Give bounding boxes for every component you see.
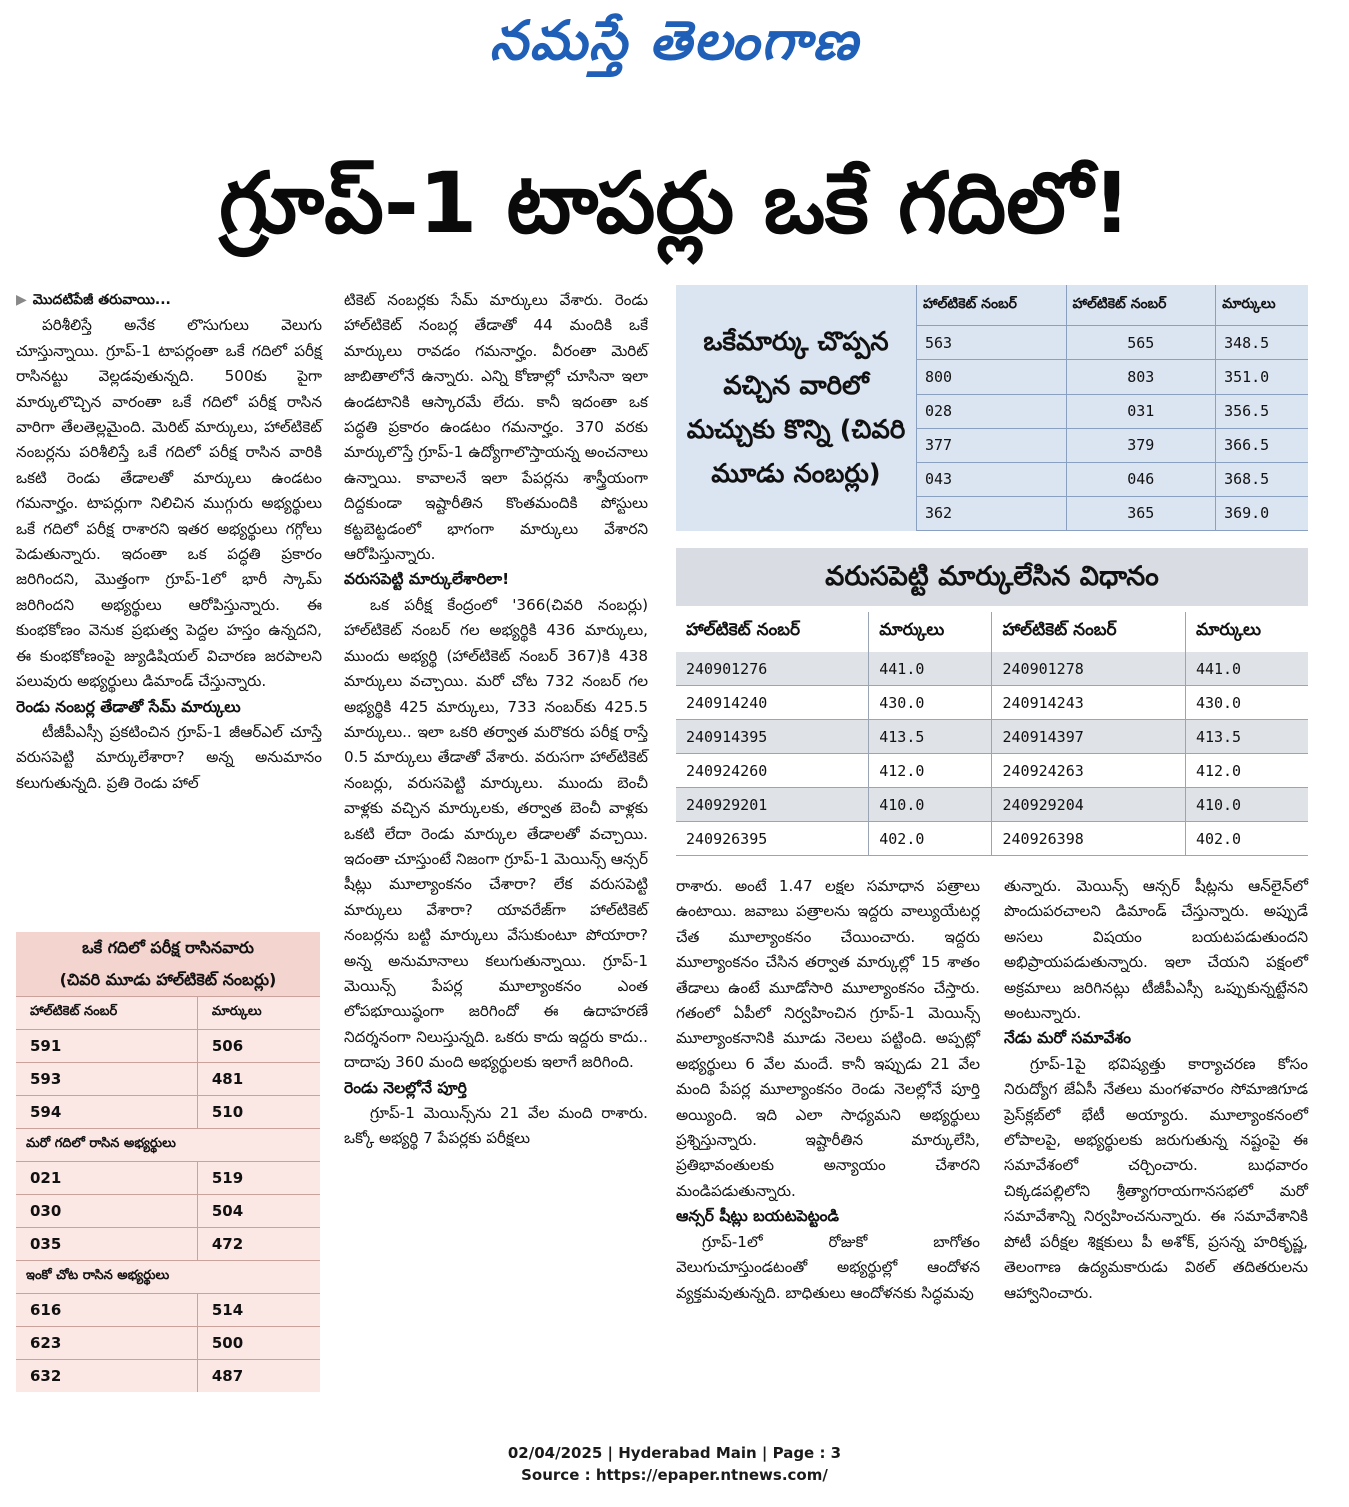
masthead-logo: నమస్తే తెలంగాణ <box>489 8 860 72</box>
column-header: మార్కులు <box>1185 612 1308 652</box>
article-column-2 <box>344 288 648 1152</box>
table-row: 240901276 441.0 240901278 441.0 <box>676 652 1308 686</box>
paragraph: టీజీపీఎస్సీ ప్రకటించిన గ్రూప్‌-1 జీఆర్‌ఎల్‌ చూస్తే వరుసపెట్టి మార్కులేశారా? అన్న అనుమానం కలుగుతున్నది. ప్రతి రెండు హాల్‌ <box>16 722 322 792</box>
table-row: 240924260 412.0 240924263 412.0 <box>676 754 1308 788</box>
article-column-3 <box>676 874 980 1306</box>
paragraph: గ్రూప్‌-1పై భవిష్యత్తు కార్యాచరణ కోసం నిరుద్యోగ జేఏసీ నేతలు మంగళవారం సోమాజిగూడ ప్రెస్‌క్లబ్‌లో భేటీ అయ్యారు. మూల్యాంకనంలో లోపాలపై, అభ్యర్థులకు జరుగుతున్న నష్టంపై ఈ సమావేశంలో చర్చించారు. బుధవారం చిక్కడపల్లిలోని శ్రీత్యాగరాయగానసభలో మరో సమావేశాన్ని నిర్వహించనున్నారు. ఈ సమావేశానికి పోటీ పరీక్షల శిక్షకులు పీ అశోక్‌, ప్రసన్న హరికృష్ణ, తెలంగాణ ఉద్యమకారుడు విఠల్‌ తదితరులను ఆహ్వానించారు. <box>1004 1054 1308 1302</box>
same-room-table <box>16 932 320 1392</box>
table-row: 623 500 <box>16 1327 320 1360</box>
table-row: 632 487 <box>16 1360 320 1393</box>
table-row: 030 504 <box>16 1195 320 1228</box>
source-link[interactable]: Source : https://epaper.ntnews.com/ <box>521 1466 828 1484</box>
paragraph: గ్రూప్‌-1 మెయిన్స్‌ను 21 వేల మంది రాశారు. ఒక్కో అభ్యర్థి 7 పేపర్లకు పరీక్షలు <box>344 1104 648 1148</box>
table-title-line2: (చివరి మూడు హాల్‌టికెట్‌ నంబర్లు) <box>59 970 277 989</box>
edition-info: 02/04/2025 | Hyderabad Main | Page : 3 <box>507 1444 842 1462</box>
triangle-icon: ▶ <box>16 292 27 308</box>
table-title-line1: ఒకే గదిలో పరీక్ష రాసినవారు <box>82 938 254 957</box>
article-column-4 <box>1004 874 1308 1306</box>
table-row: 021 519 <box>16 1162 320 1195</box>
sequential-marks-table <box>676 612 1308 856</box>
table-row: 591 506 <box>16 1030 320 1063</box>
table-row: 043 046 368.5 <box>917 462 1309 496</box>
table-row: 028 031 356.5 <box>917 394 1309 428</box>
sequential-marks-title: వరుసపెట్టి మార్కులేసిన విధానం <box>676 548 1308 606</box>
subheading: రెండు నెలల్లోనే పూర్తి <box>344 1078 467 1097</box>
table-row: 240929201 410.0 240929204 410.0 <box>676 788 1308 822</box>
subheading: ఆన్సర్‌ షీట్లు బయటపెట్టండి <box>676 1207 839 1226</box>
table-row: 240914240 430.0 240914243 430.0 <box>676 686 1308 720</box>
kicker-text: మొదటిపేజీ తరువాయి... <box>32 292 171 308</box>
section-label: మరో గదిలో రాసిన అభ్యర్థులు <box>16 1129 320 1162</box>
column-header: హాల్‌టికెట్‌ నంబర్‌ <box>686 620 801 640</box>
table-lead: ఒకేమార్కు చొప్పన వచ్చిన వారిలో మచ్చుకు కొన్ని (చివరి మూడు నంబర్లు) <box>686 327 906 489</box>
column-header: మార్కులు <box>1216 285 1308 326</box>
column-header: మార్కులు <box>197 997 320 1030</box>
column-header: హాల్‌టికెట్‌ నంబర్‌ <box>1066 285 1216 326</box>
table-row: 616 514 <box>16 1294 320 1327</box>
paragraph: గ్రూప్‌-1లో రోజుకో బాగోతం వెలుగుచూస్తుండటంతో అభ్యర్థుల్లో ఆందోళన వ్యక్తమవుతున్నది. బాధితులు ఆందోళనకు సిద్ధమవు <box>676 1232 980 1302</box>
subheading: నేడు మరో సమావేశం <box>1004 1029 1132 1048</box>
table-row: 594 510 <box>16 1096 320 1129</box>
kicker <box>16 288 322 313</box>
paragraph: పరిశీలిస్తే అనేక లొసుగులు వెలుగు చూస్తున్నాయి. గ్రూప్‌-1 టాపర్లంతా ఒకే గదిలో పరీక్ష రాసినట్టు వెల్లడవుతున్నది. 500కు పైగా మార్కులొచ్చిన వారంతా ఒకే గదిలో పరీక్ష రాసిన వారిగా తేలతెల్లమైంది. మెరిట్‌ మార్కులు, హాల్‌టికెట్‌ నంబర్లను పరిశీలిస్తే ఒకే గదిలో పరీక్ష రాసిన వారికి ఒకటి రెండు తేడాలతో మార్కులు ఉండటం గమనార్హం. టాపర్లుగా నిలిచిన ముగ్గురు అభ్యర్థులు ఒకే గదిలో పరీక్ష రాశారని ఇతర అభ్యర్థులు గగ్గోలు పెడుతున్నారు. ఇదంతా ఒక పద్ధతి ప్రకారం జరిగిందని, మొత్తంగా గ్రూప్‌-1లో భారీ స్కామ్‌ జరిగిందని అభ్యర్థులు ఆరోపిస్తున్నారు. ఈ కుంభకోణం వెనుక ప్రభుత్వ పెద్దల హస్తం ఉన్నదని, ఈ కుంభకోణంపై జ్యుడిషియల్‌ విచారణ జరపాలని పలువురు అభ్యర్థులు డిమాండ్‌ చేస్తున్నారు. <box>16 316 322 691</box>
headline: గ్రూప్‌-1 టాపర్లు ఒకే గదిలో! <box>219 154 1131 252</box>
column-header: హాల్‌టికెట్‌ నంబర్‌ <box>16 997 197 1030</box>
column-header: హాల్‌టికెట్‌ నంబర్‌ <box>917 285 1067 326</box>
paragraph: రాశారు. అంటే 1.47 లక్షల సమాధాన పత్రాలు ఉంటాయి. జవాబు పత్రాలను ఇద్దరు వాల్యుయేటర్ల చేత మూల్యాంకనం చేయించారు. ఇద్దరు మూల్యాంకనం చేసిన తర్వాత మార్కుల్లో 15 శాతం తేడాలు ఉంటే మూడోసారి మూల్యాంకనం చేస్తారు. గతంలో ఏపీలో నిర్వహించిన గ్రూప్‌-1 మెయిన్స్‌ మూల్యాంకనానికి మూడు నెలలు పట్టింది. అప్పట్లో అభ్యర్థులు 6 వేల మందే. కానీ ఇప్పుడు 21 వేల మంది పేపర్ల మూల్యాంకనం రెండు నెలల్లోనే పూర్తి అయ్యింది. ఇది ఎలా సాధ్యమని అభ్యర్థులు ప్రశ్నిస్తున్నారు. ఇష్టారీతిన మార్కులేసి, ప్రతిభావంతులకు అన్యాయం చేశారని మండిపడుతున్నారు. <box>676 877 980 1200</box>
table-row: 362 365 369.0 <box>917 496 1309 530</box>
table-title <box>16 932 320 996</box>
table-row: 377 379 366.5 <box>917 428 1309 462</box>
table-row: 563 565 348.5 <box>917 326 1309 360</box>
same-marks-table <box>676 285 1308 531</box>
table-row: 240926395 402.0 240926398 402.0 <box>676 822 1308 856</box>
paragraph: తున్నారు. మెయిన్స్‌ ఆన్సర్‌ షీట్లను ఆన్‌లైన్‌లో పొందుపరచాలని డిమాండ్‌ చేస్తున్నారు. అప్పుడే అసలు విషయం బయటపడుతుందని అభిప్రాయపడుతున్నారు. ఇలా చేయని పక్షంలో అక్రమాలు జరిగినట్లు టీజీపీఎస్సీ ఒప్పుకున్నట్టేనని అంటున్నారు. <box>1004 877 1308 1023</box>
article-column-1 <box>16 288 322 796</box>
subheading: వరుసపెట్టి మార్కులేశారిలా! <box>344 570 510 589</box>
column-header: హాల్‌టికెట్‌ నంబర్‌ <box>992 612 1185 652</box>
paragraph: ఒక పరీక్ష కేంద్రంలో '366(చివరి నంబర్లు) హాల్‌టికెట్‌ నంబర్‌ గల అభ్యర్థికి 436 మార్కులు, ముందు అభ్యర్థి (హాల్‌టికెట్‌ నంబర్‌ 367)కి 438 మార్కులు వచ్చాయి. మరో చోట 732 నంబర్‌ గల అభ్యర్థికి 425 మార్కులు, 733 నంబర్‌కు 425.5 మార్కులు.. ఇలా ఒకరి తర్వాత మరొకరు పరీక్ష రాస్తే 0.5 మార్కులు తేడాతో వేశారు. వరుసగా హాల్‌టికెట్‌ నంబర్లు, వరుసపెట్టి మార్కులు. ముందు బెంచీ వాళ్లకు వచ్చిన మార్కులకు, తర్వాత బెంచీ వాళ్లకు ఒకటి లేదా రెండు మార్కుల తేడాలతో వచ్చాయి. ఇదంతా చూస్తుంటే నిజంగా గ్రూప్‌-1 మెయిన్స్‌ ఆన్సర్‌ షీట్లు మూల్యాంకనం చేశారా? లేక వరుసపెట్టి మార్కులు వేశారా? యావరేజ్‌గా హాల్‌టికెట్‌ నంబర్లను బట్టి మార్కులు వేసుకుంటూ పోయారా? అన్న అనుమానాలు కలుగుతున్నాయి. గ్రూప్‌-1 మెయిన్స్‌ పేపర్ల మూల్యాంకనం ఎంత లోపభూయిష్ఠంగా జరిగిందో ఈ ఉదాహరణే నిదర్శనంగా నిలుస్తున్నది. ఒకరు కాదు ఇద్దరు కాదు.. దాదాపు 360 మంది అభ్యర్థులకు ఇలాగే జరిగింది. <box>344 595 648 1072</box>
table-row: 240914395 413.5 240914397 413.5 <box>676 720 1308 754</box>
subheading: రెండు నంబర్ల తేడాతో సేమ్‌ మార్కులు <box>16 697 241 716</box>
table-row: 593 481 <box>16 1063 320 1096</box>
page-footer <box>0 1442 1349 1486</box>
column-header: మార్కులు <box>869 612 992 652</box>
paragraph: టికెట్‌ నంబర్లకు సేమ్‌ మార్కులు వేశారు. రెండు హాల్‌టికెట్‌ నంబర్ల తేడాతో 44 మందికి ఒకే మార్కులు రావడం గమనార్హం. వీరంతా మెరిట్‌ జాబితాలోనే ఉన్నారు. ఎన్ని కోణాల్లో చూసినా ఇలా ఉండటానికి ఆస్కారమే లేదు. కానీ ఇదంతా ఒక పద్ధతి ప్రకారం ఉండటం గమనార్హం. 370 వరకు మార్కులొస్తే గ్రూప్‌-1 ఉద్యోగాలొస్తాయన్న అంచనాలు ఉన్నాయి. కావాలనే ఇలా పేపర్లను శాస్త్రీయంగా దిద్దకుండా ఇష్టారీతిన కొంతమందికి పోస్టులు కట్టబెట్టడంలో భాగంగా మార్కులు వేశారని ఆరోపిస్తున్నారు. <box>344 291 648 564</box>
table-row: 035 472 <box>16 1228 320 1261</box>
section-label: ఇంకో చోట రాసిన అభ్యర్థులు <box>16 1261 320 1294</box>
table-row: 800 803 351.0 <box>917 360 1309 394</box>
